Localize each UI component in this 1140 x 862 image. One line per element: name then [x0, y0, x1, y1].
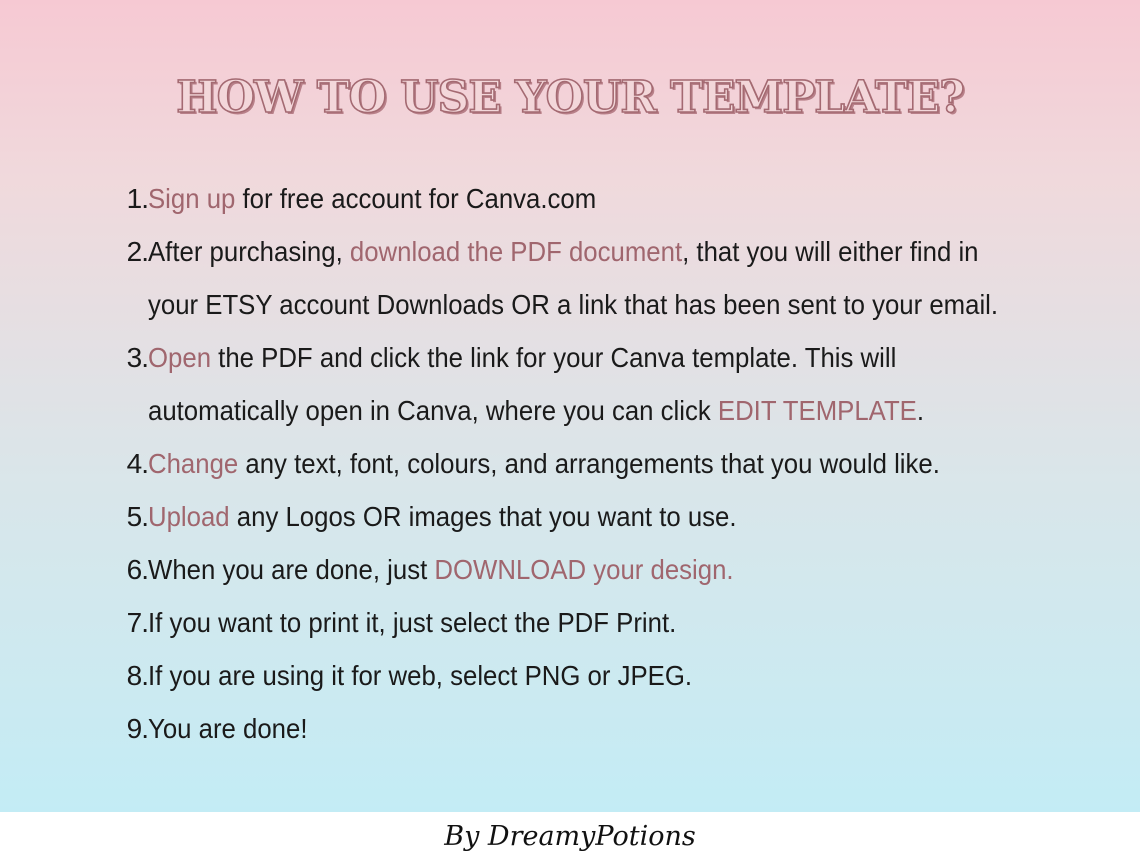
instruction-list — [118, 172, 1078, 755]
step-line — [148, 384, 1004, 437]
step-number: 7. — [126, 607, 148, 638]
highlight-text: EDIT TEMPLATE — [717, 395, 917, 426]
step-text — [148, 172, 1004, 225]
step-text-segment: . — [916, 395, 925, 426]
step-number: 8. — [126, 660, 148, 691]
step-text-segment: When you are done, just — [148, 554, 435, 585]
highlight-text: Open — [148, 342, 212, 373]
step-text-segment: After purchasing, — [148, 236, 350, 267]
step-line — [148, 172, 1004, 225]
step-text-segment: any Logos OR images that you want to use. — [229, 501, 737, 532]
step-item-2 — [118, 225, 1078, 331]
step-line — [148, 331, 1004, 384]
step-text — [148, 331, 1004, 437]
step-text — [148, 543, 1004, 596]
step-item-1 — [118, 172, 1078, 225]
step-line: If you are using it for web, select PNG or JPEG. — [148, 660, 693, 691]
step-text-segment: , that you will either find in — [682, 236, 979, 267]
step-line: your ETSY account Downloads OR a link that has been sent to your email. — [148, 289, 999, 320]
step-text — [148, 437, 1004, 490]
step-text-segment: any text, font, colours, and arrangements that you would like. — [238, 448, 940, 479]
step-number: 2. — [126, 236, 148, 267]
highlight-text: download the PDF document — [349, 236, 683, 267]
step-item-3 — [118, 331, 1078, 437]
step-text-segment: for free account for Canva.com — [235, 183, 597, 214]
step-number: 9. — [126, 713, 148, 744]
highlight-text: Upload — [148, 501, 230, 532]
step-line — [148, 543, 1004, 596]
step-item-8 — [118, 649, 1078, 702]
step-text-segment: automatically open in Canva, where you can click — [148, 395, 718, 426]
step-number: 1. — [126, 183, 148, 214]
step-number: 3. — [126, 342, 148, 373]
step-text — [148, 649, 1004, 702]
step-line: You are done! — [148, 713, 308, 744]
step-number: 6. — [126, 554, 148, 585]
step-item-7 — [118, 596, 1078, 649]
step-item-4 — [118, 437, 1078, 490]
step-text — [148, 702, 1004, 755]
step-text-segment: the PDF and click the link for your Canva template. This will — [211, 342, 897, 373]
step-item-5 — [118, 490, 1078, 543]
highlight-text: Change — [148, 448, 239, 479]
step-number: 5. — [126, 501, 148, 532]
step-line — [148, 490, 1004, 543]
author-byline: By DreamyPotions — [444, 821, 696, 852]
step-line — [148, 437, 1004, 490]
step-text — [148, 596, 1004, 649]
highlight-text: Sign up — [148, 183, 236, 214]
highlight-text: DOWNLOAD your design. — [434, 554, 734, 585]
step-item-9 — [118, 702, 1078, 755]
step-text — [148, 490, 1004, 543]
step-line: If you want to print it, just select the PDF Print. — [148, 607, 677, 638]
step-text — [148, 225, 1004, 331]
step-number: 4. — [126, 448, 148, 479]
page-title: HOW TO USE YOUR TEMPLATE? — [176, 72, 964, 123]
step-item-6 — [118, 543, 1078, 596]
step-line — [148, 225, 1004, 278]
